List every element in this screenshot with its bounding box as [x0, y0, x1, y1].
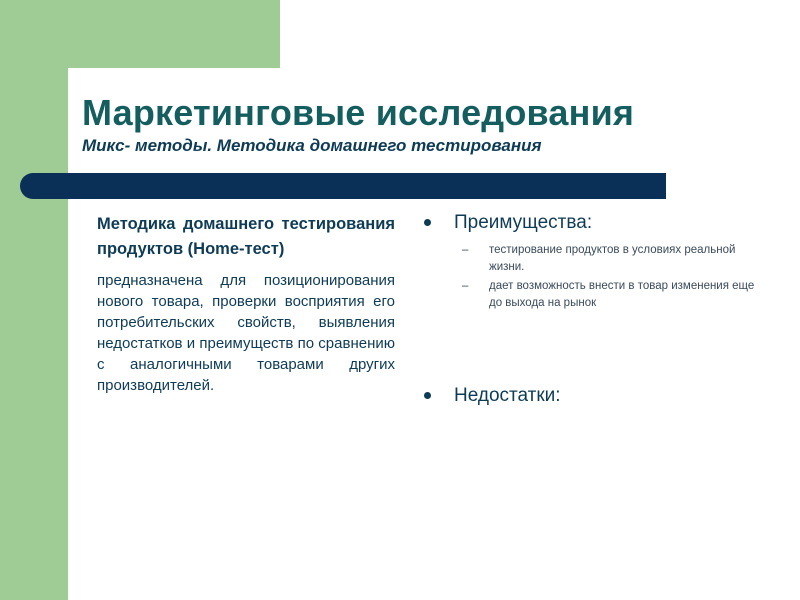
top-green-band — [0, 0, 280, 68]
slide-title: Маркетинговые исследования — [82, 92, 635, 133]
dash-icon: – — [462, 244, 469, 256]
bullet-dot-icon — [424, 219, 431, 226]
disadvantages-label: Недостатки: — [454, 385, 561, 406]
left-green-band — [0, 0, 68, 600]
advantages-bullet — [422, 212, 762, 234]
dash-icon: – — [462, 280, 469, 292]
bullet-dot-icon — [424, 392, 431, 399]
advantages-list — [422, 242, 762, 312]
disadvantages-bullet — [422, 385, 561, 407]
advantages-label: Преимущества: — [454, 212, 593, 233]
method-body: предназначена для позиционирования нового товара, проверки восприятия его потребительских свойств, выявления недостатков и преимуществ по сравнению с аналогичными товарами других производителей. — [97, 272, 395, 394]
divider-bar — [20, 173, 666, 199]
method-description — [97, 212, 395, 396]
advantages-section — [422, 212, 762, 314]
method-heading: Методика домашнего тестирования продуктов (Home-тест) — [97, 215, 395, 258]
list-item: – дает возможность внести в товар изменения еще до выхода на рынок — [462, 280, 755, 309]
list-item: – тестирование продуктов в условиях реальной жизни. — [462, 244, 736, 273]
slide-subtitle: Микс- методы. Методика домашнего тестирования — [82, 136, 542, 155]
